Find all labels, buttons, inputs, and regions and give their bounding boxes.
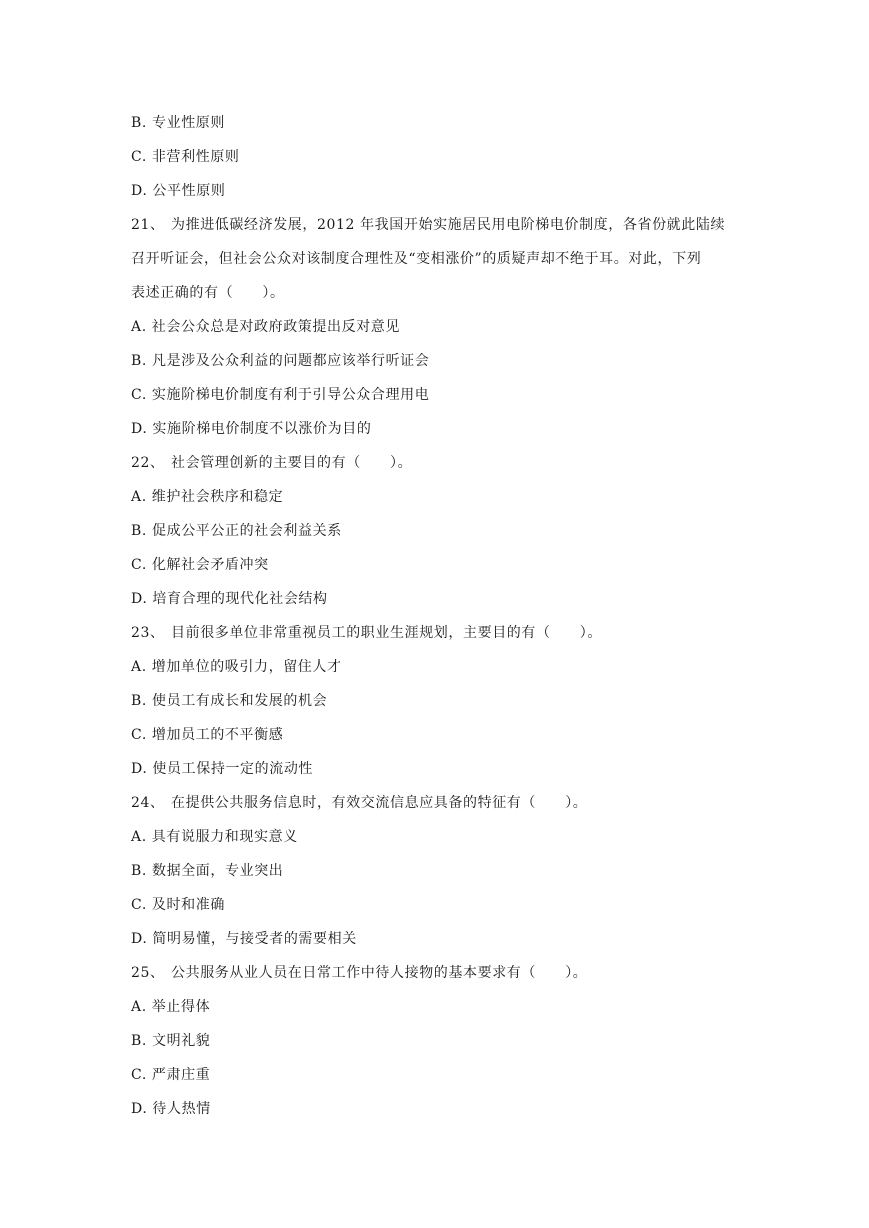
question-list <box>131 106 761 1126</box>
option-line: B. 数据全面，专业突出 <box>131 863 284 879</box>
option-line: D. 使员工保持一定的流动性 <box>131 761 314 777</box>
question-number: 24、 <box>131 795 165 811</box>
question-text: 在提供公共服务信息时，有效交流信息应具备的特征有（ ）。 <box>171 795 588 811</box>
question-21-line-2: 召开听证会，但社会公众对该制度合理性及“变相涨价”的质疑声却不绝于耳。对此，下列 <box>131 251 702 267</box>
question-text: 社会管理创新的主要目的有（ ）。 <box>171 455 413 471</box>
option-line: A. 举止得体 <box>131 999 211 1015</box>
question-21-line-3: 表述正确的有（ ）。 <box>131 285 285 301</box>
option-line: D. 简明易懂，与接受者的需要相关 <box>131 931 357 947</box>
option-line: B. 促成公平公正的社会利益关系 <box>131 523 342 539</box>
option-line: B. 文明礼貌 <box>131 1033 211 1049</box>
option-line: A. 社会公众总是对政府政策提出反对意见 <box>131 319 401 335</box>
option-line: A. 具有说服力和现实意义 <box>131 829 298 845</box>
option-line: A. 增加单位的吸引力，留住人才 <box>131 659 342 675</box>
question-number: 23、 <box>131 625 165 641</box>
question-number: 22、 <box>131 455 165 471</box>
question-21-line-1 <box>131 208 761 242</box>
option-line: C. 实施阶梯电价制度有利于引导公众合理用电 <box>131 387 430 403</box>
option-line: D. 实施阶梯电价制度不以涨价为目的 <box>131 421 372 437</box>
option-line: C. 非营利性原则 <box>131 149 240 165</box>
question-number: 21、 <box>131 217 165 233</box>
option-line: B. 凡是涉及公众利益的问题都应该举行听证会 <box>131 353 430 369</box>
question-22 <box>131 446 761 480</box>
option-line: C. 增加员工的不平衡感 <box>131 727 284 743</box>
option-line: C. 化解社会矛盾冲突 <box>131 557 269 573</box>
option-line: D. 待人热情 <box>131 1101 211 1117</box>
option-line: B. 使员工有成长和发展的机会 <box>131 693 328 709</box>
question-text: 目前很多单位非常重视员工的职业生涯规划，主要目的有（ ）。 <box>171 625 602 641</box>
option-line: A. 维护社会秩序和稳定 <box>131 489 284 505</box>
question-text: 公共服务从业人员在日常工作中待人接物的基本要求有（ ）。 <box>171 965 588 981</box>
question-23 <box>131 616 761 650</box>
option-line: D. 培育合理的现代化社会结构 <box>131 591 328 607</box>
question-text: 为推进低碳经济发展，2012 年我国开始实施居民用电阶梯电价制度，各省份就此陆续 <box>171 217 726 233</box>
option-line: D. 公平性原则 <box>131 183 226 199</box>
option-line: C. 及时和准确 <box>131 897 225 913</box>
option-line: C. 严肃庄重 <box>131 1067 211 1083</box>
question-number: 25、 <box>131 965 165 981</box>
option-line: B. 专业性原则 <box>131 115 225 131</box>
question-25 <box>131 956 761 990</box>
question-24 <box>131 786 761 820</box>
